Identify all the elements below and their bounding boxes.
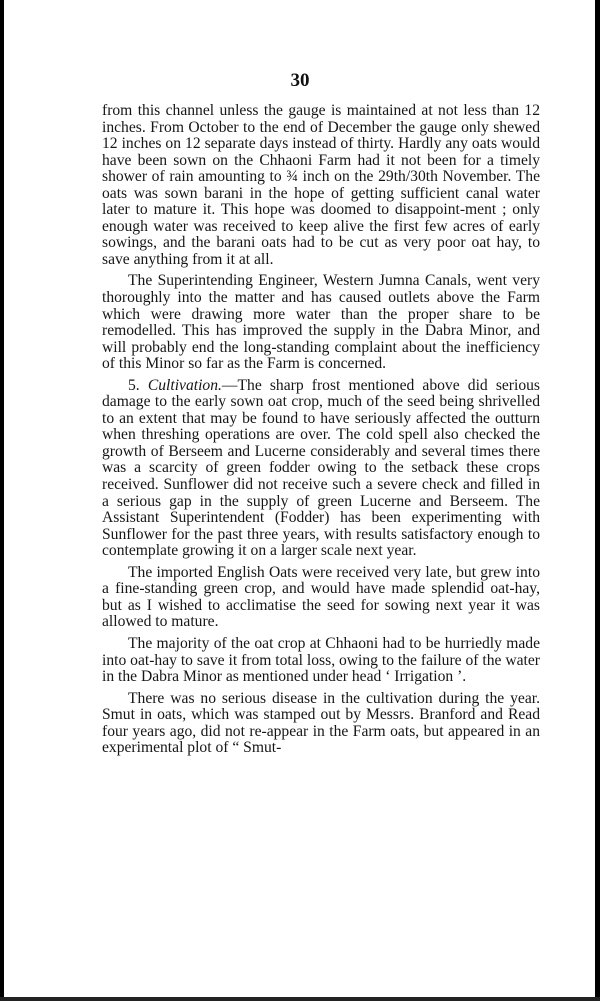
paragraph-cultivation <box>102 378 540 560</box>
section-heading-cultivation: Cultivation. <box>147 376 222 394</box>
paragraph-english-oats: The imported English Oats were received very late, but grew into a fine-standing green crop, and would have made splendid oat-hay, but as I wished to acclimatise the seed for sowing next year it was allowed to mature. <box>102 563 540 631</box>
paragraph-cultivation-text: —The sharp frost mentioned above did serious damage to the early sown oat crop, much of the seed being shrivelled to an extent that may be found to have seriously affected the outturn when threshing operations are over. The cold spell also checked the growth of Berseem and Lucerne considerably and several times there was a scarcity of green fodder owing to the setback these crops received. Sunflower did not receive such a severe check and filled in a serious gap in the supply of green Lucerne and Berseem. The Assistant Superintendent (Fodder) has been experimenting with Sunflower for the past three years, with results satisfactory enough to contemplate growing it on a larger scale next year. <box>102 376 540 560</box>
paragraph-oat-crop-chhaoni: The majority of the oat crop at Chhaoni had to be hurriedly made into oat-hay to save it from total loss, owing to the failure of the water in the Dabra Minor as mentioned under head ‘ Irrigation ’. <box>102 634 540 686</box>
scan-border-bottom <box>0 997 600 1001</box>
page-number: 30 <box>290 70 310 91</box>
section-number: 5. <box>128 376 140 394</box>
scan-border-right <box>595 0 600 1001</box>
body-text <box>102 103 540 757</box>
paragraph-disease: There was no serious disease in the cultivation during the year. Smut in oats, which was stamped out by Messrs. Branford and Read four years ago, did not re-appear in the Farm oats, but appeared in an experimental plot of “ Smut- <box>102 689 540 757</box>
paragraph-superintending-engineer: The Superintending Engineer, Western Jumna Canals, went very thoroughly into the matter and has caused outlets above the Farm which were drawing more water than the proper share to be remodelled. This has improved the supply in the Dabra Minor, and will probably end the long-standing complaint about the inefficiency of this Minor so far as the Farm is concerned. <box>102 272 540 373</box>
scan-border-left <box>0 0 4 1001</box>
paragraph-irrigation-continued: from this channel unless the gauge is maintained at not less than 12 inches. From October to the end of December the gauge only shewed 12 inches on 12 separate days instead of thirty. Hardly any oats would have been sown on the Chhaoni Farm had it not been for a timely shower of rain amounting to ¾ inch on the 29th/30th November. The oats was sown barani in the hope of getting sufficient canal water later to mature it. This hope was doomed to disappoint-ment ; only enough water was received to keep alive the first few acres of early sowings, and the barani oats had to be cut as very poor oat hay, to save anything from it at all. <box>102 102 540 268</box>
